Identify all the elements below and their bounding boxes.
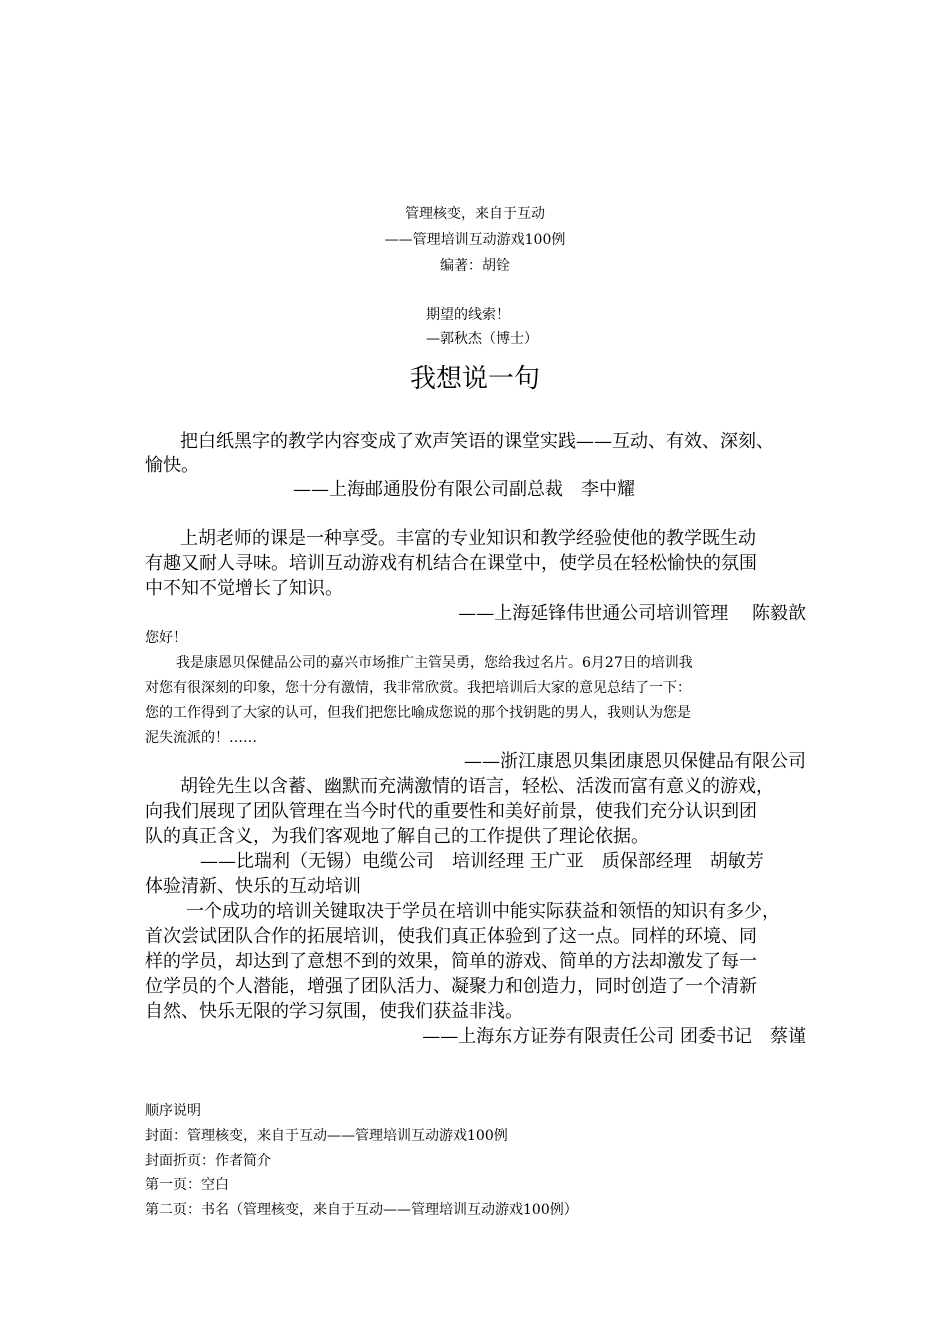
letter-line: 对您有很深刻的印象，您十分有激情，我非常欣赏。我把培训后大家的意见总结了一下： <box>145 680 691 696</box>
testimonial-2-attribution: ——上海延锋伟世通公司培训管理 陈毅歆 <box>458 603 806 624</box>
testimonial-4-line: 向我们展现了团队管理在当今时代的重要性和美好前景，使我们充分认识到团 <box>145 801 757 822</box>
testimonial-5-line: 一个成功的培训关键取决于学员在培训中能实际获益和领悟的知识有多少， <box>186 901 780 922</box>
letter-line: 我是康恩贝保健品公司的嘉兴市场推广主管吴勇，您给我过名片。6月27日的培训我 <box>176 655 693 671</box>
order-item: 第二页：书名（管理核变，来自于互动——管理培训互动游戏100例） <box>145 1202 578 1218</box>
book-title: 管理核变，来自于互动 <box>405 206 545 222</box>
testimonial-4-attribution: ——比瑞利（无锡）电缆公司 培训经理 王广亚 质保部经理 胡敏芳 <box>200 851 764 872</box>
testimonial-1-attribution: ——上海邮通股份有限公司副总裁 李中耀 <box>293 479 635 500</box>
order-item: 封面：管理核变，来自于互动——管理培训互动游戏100例 <box>145 1128 508 1144</box>
order-title: 顺序说明 <box>145 1103 201 1119</box>
testimonial-5-line: 位学员的个人潜能，增强了团队活力、凝聚力和创造力，同时创造了一个清新 <box>145 976 757 997</box>
epigraph-attribution: —郭秋杰（博士） <box>426 331 538 347</box>
letter-line: 泥失流派的！…… <box>145 730 257 746</box>
testimonial-4-line: 胡铨先生以含蓄、幽默而充满激情的语言，轻松、活泼而富有意义的游戏， <box>180 776 774 797</box>
letter-greeting: 您好！ <box>145 630 187 646</box>
letter-line: 您的工作得到了大家的认可，但我们把您比喻成您说的那个找钥匙的男人，我则认为您是 <box>145 705 691 721</box>
testimonial-3-attribution: ——浙江康恩贝集团康恩贝保健品有限公司 <box>464 751 806 772</box>
testimonial-5-line: 首次尝试团队合作的拓展培训，使我们真正体验到了这一点。同样的环境、同 <box>145 926 757 947</box>
order-item: 封面折页：作者简介 <box>145 1153 271 1169</box>
testimonial-1-line: 把白纸黑字的教学内容变成了欢声笑语的课堂实践——互动、有效、深刻、 <box>180 431 774 452</box>
testimonial-2-line: 中不知不觉增长了知识。 <box>145 578 343 599</box>
testimonial-4-line: 队的真正含义，为我们客观地了解自己的工作提供了理论依据。 <box>145 826 649 847</box>
testimonial-5-line: 样的学员，却达到了意想不到的效果，简单的游戏、简单的方法却激发了每一 <box>145 951 757 972</box>
testimonial-2-line: 上胡老师的课是一种享受。丰富的专业知识和教学经验使他的教学既生动 <box>180 528 756 549</box>
book-subtitle: ——管理培训互动游戏100例 <box>384 232 566 248</box>
epigraph-text: 期望的线索！ <box>426 307 510 323</box>
order-item: 第一页：空白 <box>145 1177 229 1193</box>
testimonial-5-attribution: ——上海东方证券有限责任公司 团委书记 蔡谨 <box>422 1026 806 1047</box>
testimonial-2-line: 有趣又耐人寻味。培训互动游戏有机结合在课堂中，使学员在轻松愉快的氛围 <box>145 553 757 574</box>
testimonial-1-line: 愉快。 <box>145 455 199 476</box>
testimonial-5-line: 自然、快乐无限的学习氛围，使我们获益非浅。 <box>145 1001 523 1022</box>
testimonial-5-title: 体验清新、快乐的互动培训 <box>145 876 361 897</box>
book-author: 编著：胡铨 <box>440 258 510 274</box>
section-heading: 我想说一句 <box>409 364 540 394</box>
